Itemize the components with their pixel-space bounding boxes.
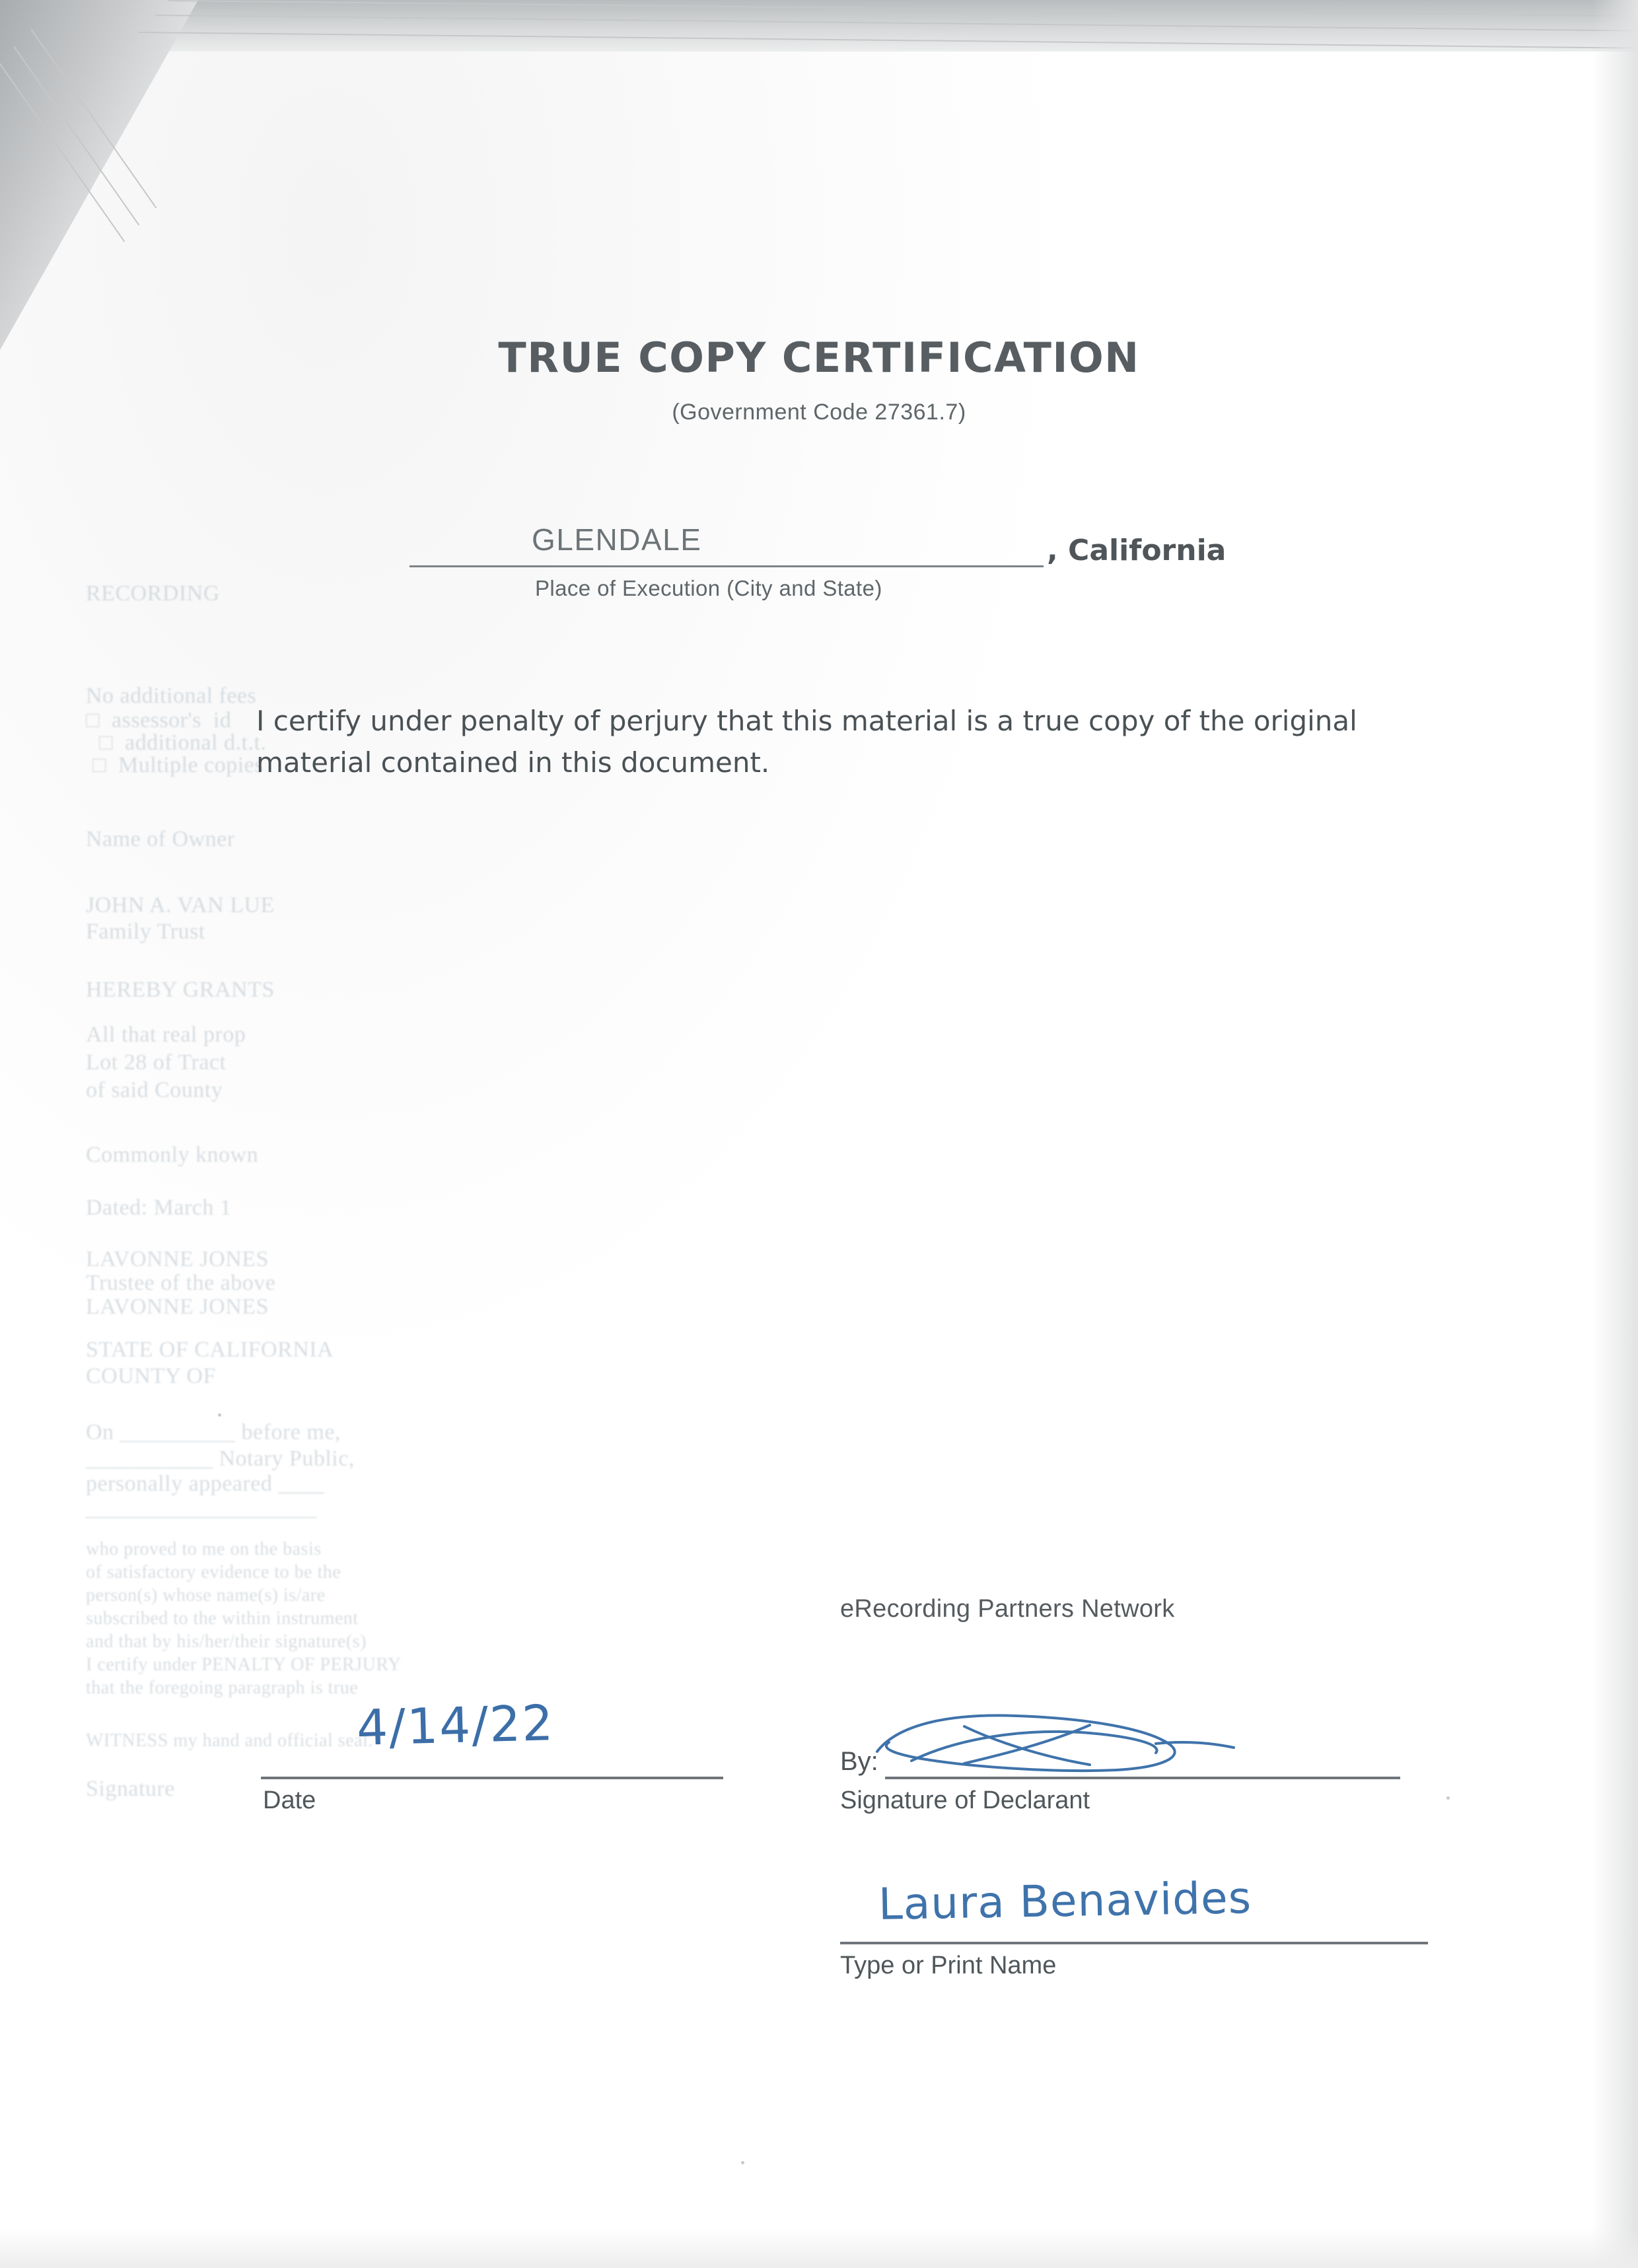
place-of-execution-state-label: , California bbox=[1047, 534, 1227, 567]
printed-name-caption: Type or Print Name bbox=[840, 1952, 1057, 1979]
bleed-through-line: Family Trust bbox=[86, 919, 205, 944]
bleed-through-line: and that by his/her/their signature(s) bbox=[86, 1631, 367, 1652]
bleed-through-line: JOHN A. VAN LUE bbox=[86, 893, 275, 917]
bleed-through-line: □ Multiple copies bbox=[92, 753, 264, 777]
bleed-through-line: Dated: March 1 bbox=[86, 1195, 232, 1220]
date-handwritten-value[interactable]: 4/14/22 bbox=[355, 1695, 555, 1757]
date-rule bbox=[261, 1777, 723, 1779]
bleed-through-line: WITNESS my hand and official seal. bbox=[86, 1730, 373, 1751]
bleed-through-line: of said County bbox=[86, 1078, 223, 1102]
bleed-through-line: □ additional d.t.t. bbox=[99, 730, 267, 755]
certification-statement: I certify under penalty of perjury that this material is a true copy of the original material contained in this document. bbox=[256, 705, 1357, 779]
signature-rule bbox=[885, 1777, 1400, 1779]
printed-name-handwritten-value[interactable]: Laura Benavides bbox=[878, 1872, 1252, 1930]
declarant-company-name: eRecording Partners Network bbox=[840, 1595, 1175, 1623]
bleed-through-line: All that real prop bbox=[86, 1022, 246, 1047]
bleed-through-line: personally appeared ____ bbox=[86, 1471, 325, 1496]
bleed-through-line: Trustee of the above bbox=[86, 1271, 276, 1295]
bleed-through-line: No additional fees bbox=[86, 684, 257, 708]
place-of-execution-rule bbox=[410, 565, 1044, 567]
bleed-through-line: of satisfactory evidence to be the bbox=[86, 1562, 341, 1582]
bleed-through-line: HEREBY GRANTS bbox=[86, 977, 275, 1002]
bleed-through-line: RECORDING bbox=[86, 581, 220, 606]
bleed-through-line: COUNTY OF bbox=[86, 1364, 216, 1388]
bleed-through-line: person(s) whose name(s) is/are bbox=[86, 1585, 326, 1606]
date-caption: Date bbox=[263, 1787, 316, 1814]
bleed-through-line: ____________________ bbox=[86, 1496, 317, 1520]
place-of-execution-field bbox=[410, 522, 1268, 601]
bleed-through-line: Lot 28 of Tract bbox=[86, 1050, 227, 1075]
bleed-through-line: □ assessor's id bbox=[86, 708, 232, 732]
page-title: TRUE COPY CERTIFICATION bbox=[498, 334, 1140, 382]
place-of-execution-caption: Place of Execution (City and State) bbox=[535, 576, 882, 600]
bleed-through-line: that the foregoing paragraph is true bbox=[86, 1678, 359, 1698]
place-of-execution-city-value[interactable]: GLENDALE bbox=[532, 522, 702, 557]
bleed-through-line: On __________ before me, bbox=[86, 1420, 341, 1444]
bleed-through-line: ___________ Notary Public, bbox=[86, 1446, 355, 1471]
bleed-through-line: I certify under PENALTY OF PERJURY bbox=[86, 1654, 402, 1675]
bleed-through-line: STATE OF CALIFORNIA bbox=[86, 1337, 334, 1362]
bleed-through-line: subscribed to the within instrument bbox=[86, 1608, 359, 1629]
bleed-through-line: Signature bbox=[86, 1777, 175, 1801]
government-code-subtitle: (Government Code 27361.7) bbox=[672, 400, 966, 425]
bleed-through-line: who proved to me on the basis bbox=[86, 1539, 322, 1559]
signature-caption: Signature of Declarant bbox=[840, 1787, 1090, 1814]
bleed-through-line: Commonly known bbox=[86, 1143, 259, 1167]
bleed-through-line: LAVONNE JONES bbox=[86, 1294, 269, 1319]
bleed-through-line: LAVONNE JONES bbox=[86, 1247, 269, 1271]
bleed-through-line: Name of Owner bbox=[86, 827, 235, 851]
printed-name-rule bbox=[840, 1942, 1428, 1944]
by-label: By: bbox=[840, 1747, 878, 1776]
